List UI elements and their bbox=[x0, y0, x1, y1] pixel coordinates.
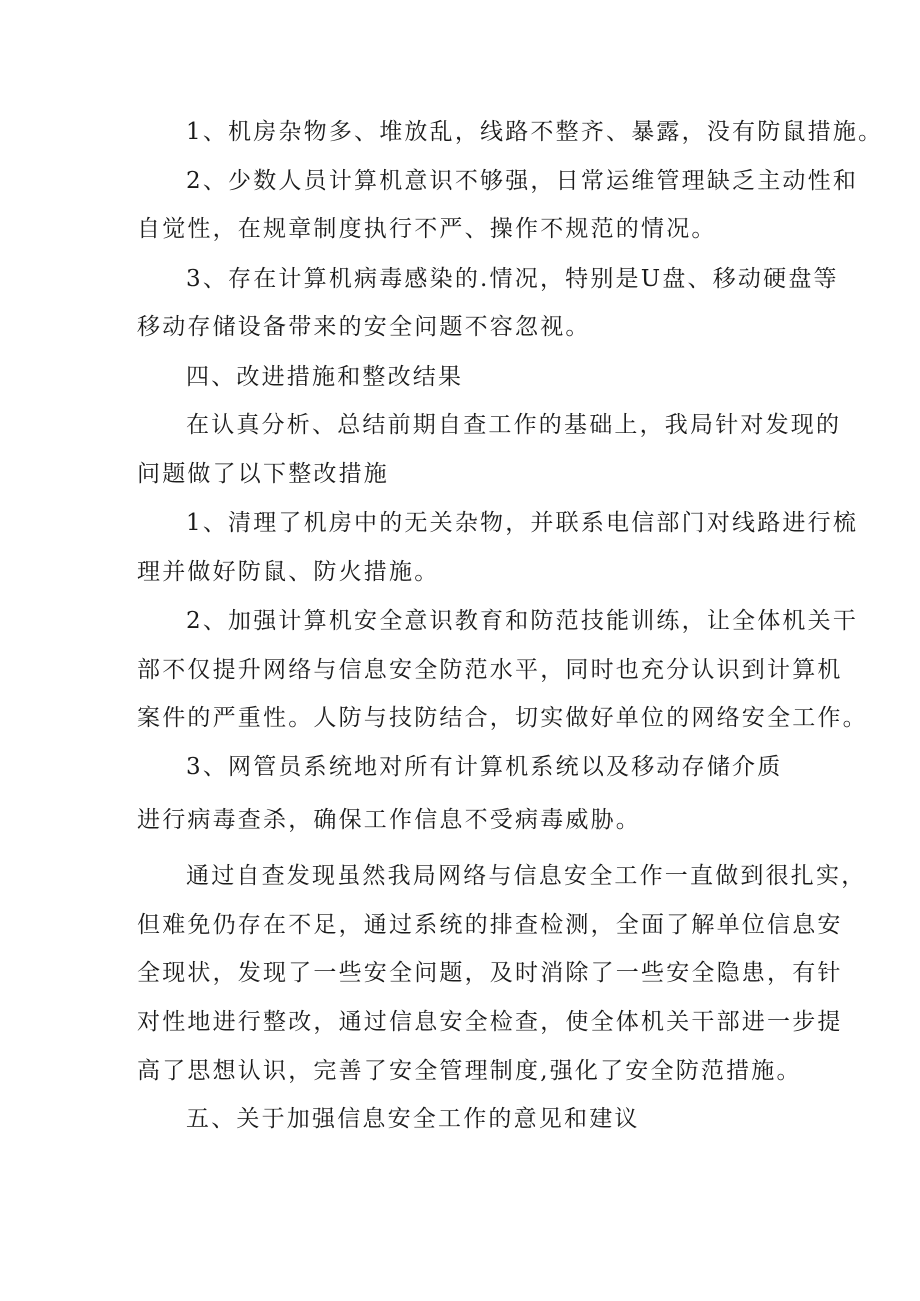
text-line: 理并做好防鼠、防火措施。 bbox=[137, 559, 440, 585]
text-line: 自觉性，在规章制度执行不严、操作不规范的情况。 bbox=[137, 216, 717, 242]
text-line: 通过自查发现虽然我局网络与信息安全工作一直做到很扎实， bbox=[186, 863, 867, 889]
text-line: 高了思想认识，完善了安全管理制度,强化了安全防范措施。 bbox=[137, 1058, 802, 1084]
text-line: 在认真分析、总结前期自查工作的基础上，我局针对发现的 bbox=[186, 412, 842, 438]
text-line: 问题做了以下整改措施 bbox=[137, 461, 389, 487]
text-line: 3、网管员系统地对所有计算机系统以及移动存储介质 bbox=[186, 754, 783, 780]
text-line: 全现状，发现了一些安全问题，及时消除了一些安全隐患，有针 bbox=[137, 960, 843, 986]
text-line: 2、加强计算机安全意识教育和防范技能训练，让全体机关干 bbox=[186, 608, 859, 634]
section-heading: 五、关于加强信息安全工作的意见和建议 bbox=[186, 1106, 640, 1132]
text-line: 但难免仍存在不足，通过系统的排查检测，全面了解单位信息安 bbox=[137, 912, 843, 938]
text-line: 对性地进行整改，通过信息安全检查，使全体机关干部进一步提 bbox=[137, 1009, 843, 1035]
text-line: 3、存在计算机病毒感染的.情况，特别是U盘、移动硬盘等 bbox=[186, 266, 839, 292]
text-line: 1、机房杂物多、堆放乱，线路不整齐、暴露，没有防鼠措施。 bbox=[186, 119, 884, 145]
text-line: 案件的严重性。人防与技防结合，切实做好单位的网络安全工作。 bbox=[137, 705, 868, 731]
text-line: 2、少数人员计算机意识不够强，日常运维管理缺乏主动性和 bbox=[186, 168, 859, 194]
section-heading: 四、改进措施和整改结果 bbox=[186, 364, 464, 390]
text-line: 移动存储设备带来的安全问题不容忽视。 bbox=[137, 314, 591, 340]
text-line: 1、清理了机房中的无关杂物，并联系电信部门对线路进行梳 bbox=[186, 510, 859, 536]
text-line: 部不仅提升网络与信息安全防范水平，同时也充分认识到计算机 bbox=[137, 657, 843, 683]
text-line: 进行病毒查杀，确保工作信息不受病毒威胁。 bbox=[137, 807, 641, 833]
